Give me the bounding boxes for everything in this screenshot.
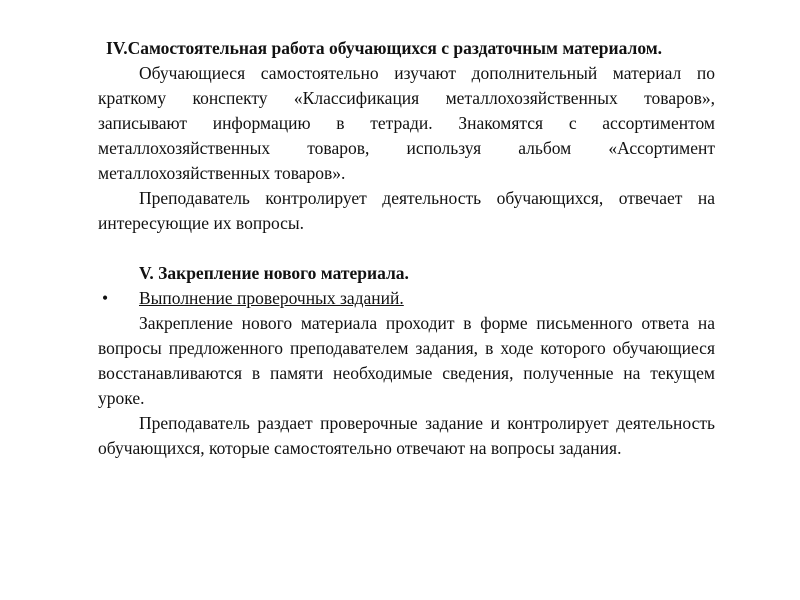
section-5-paragraph-1: Закрепление нового материала проходит в форме письменного ответа на вопросы предложенного преподавателем задания, в ходе которого обучающиеся восстанавливаются в памяти необходимые сведения, полученные на текущем уроке. xyxy=(98,313,715,408)
document-page xyxy=(98,36,715,461)
bullet-item-text: Выполнение проверочных заданий. xyxy=(139,288,404,308)
section-4-paragraph-2: Преподаватель контролирует деятельность обучающихся, отвечает на интересующие их вопросы. xyxy=(98,188,715,233)
section-4-heading: IV.Самостоятельная работа обучающихся с раздаточным материалом. xyxy=(106,38,663,58)
section-4-paragraph-1: Обучающиеся самостоятельно изучают дополнительный материал по краткому конспекту «Классификация металлохозяйственных товаров», записывают информацию в тетради. Знакомятся с ассортиментом металлохозяйственных товаров, используя альбом «Ассортимент металлохозяйственных товаров». xyxy=(98,63,715,183)
bullet-item xyxy=(98,286,715,311)
bullet-mark: • xyxy=(102,288,109,308)
section-5-paragraph-2: Преподаватель раздает проверочные задание и контролирует деятельность обучающихся, которые самостоятельно отвечают на вопросы задания. xyxy=(98,413,715,458)
section-gap xyxy=(98,236,715,261)
section-5-heading: V. Закрепление нового материала. xyxy=(139,263,409,283)
